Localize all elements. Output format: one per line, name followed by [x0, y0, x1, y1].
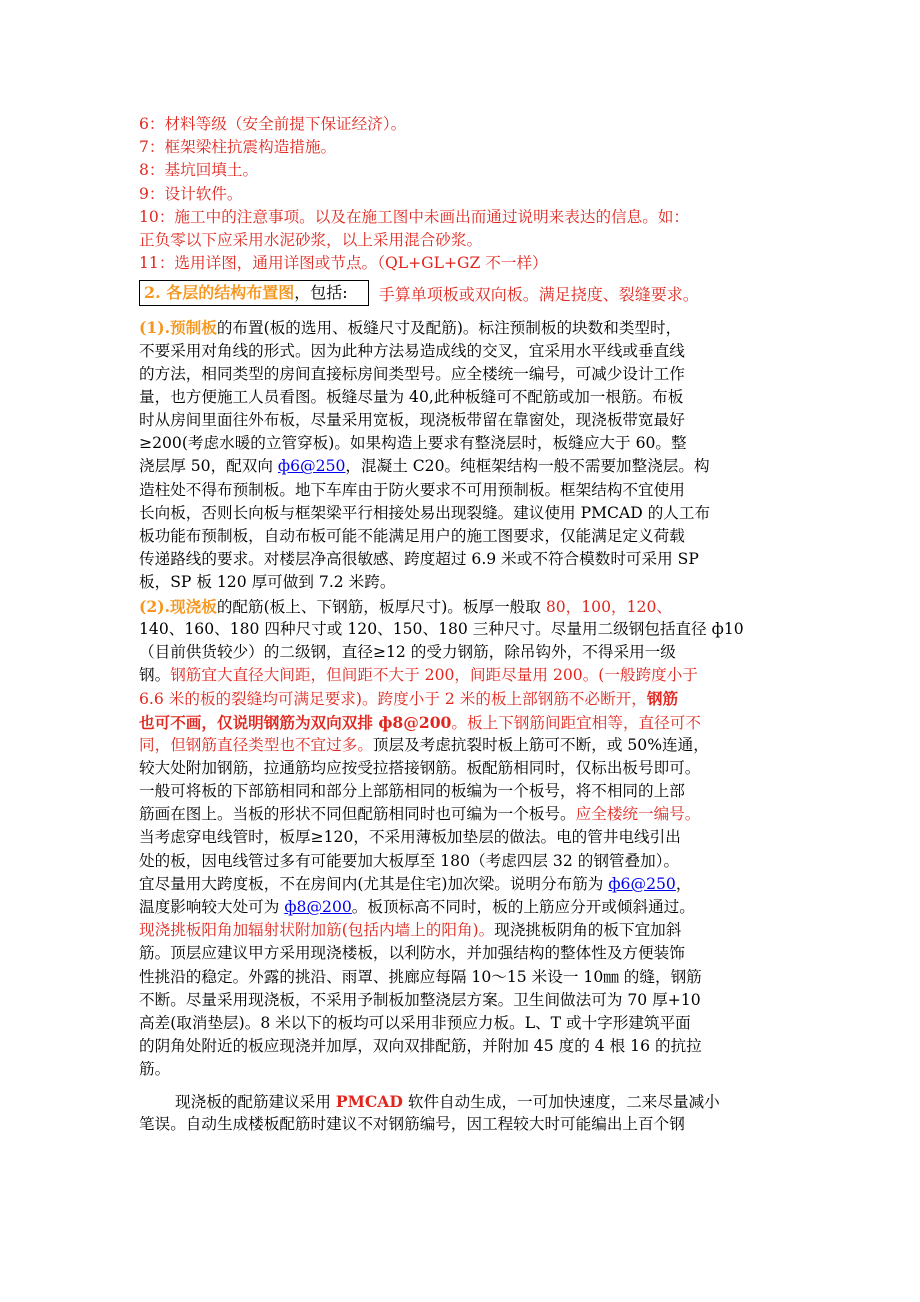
text-line: 现浇挑板阳角加辐射状附加筋(包括内墙上的阳角)。: [139, 921, 495, 940]
requirements-list: [139, 113, 784, 275]
text-line: 同，但钢筋直径类型也不宜过多。: [139, 735, 373, 754]
text-line: 宜尽量用大跨度板，不在房间内(尤其是住宅)加次梁。说明分布筋为: [139, 874, 609, 893]
text-line: 钢。: [139, 666, 171, 685]
text-line: 浇层厚 50，配双向: [139, 457, 278, 476]
list-item: 11：选用详图，通用详图或节点。（QL+GL+GZ 不一样）: [139, 254, 548, 273]
text-line: 不断。尽量采用现浇板，不采用予制板加整浇层方案。卫生间做法可为 70 厚+10: [139, 990, 701, 1009]
text-line: 的阴角处附近的板应现浇并加厚，双向双排配筋，并附加 45 度的 4 根 16 的抗拉: [139, 1037, 702, 1056]
text-line: 不要采用对角线的形式。因为此种方法易造成线的交叉，宜采用水平线或垂直线: [139, 341, 685, 360]
text-line: 较大处附加钢筋，拉通筋均应按受拉搭接钢筋。板配筋相同时，仅标出板号即可。: [139, 758, 701, 777]
text-line: PMCAD: [335, 1091, 403, 1111]
rebar-spec-link[interactable]: ф6@250: [277, 457, 346, 476]
text-line: ，混凝土 C20。纯框架结构一般不需要加整浇层。构: [345, 457, 710, 476]
text-line: （目前供货较少）的二级钢，直径≥12 的受力钢筋，除吊钩外，不得采用一级: [139, 642, 676, 661]
text-line: 温度影响较大处可为: [139, 898, 285, 916]
section-2-heading: 2. 各层的结构布置图: [144, 283, 295, 303]
text-line: 。板顶标高不同时，板的上筋应分开或倾斜通过。: [351, 898, 695, 916]
list-item: 6：材料等级（安全前提下保证经济）。: [139, 115, 407, 133]
text-line: 钢筋: [646, 689, 679, 709]
precast-slab-paragraph: [139, 316, 784, 594]
section-2-heading-box: [139, 280, 369, 306]
section-2-note: 手算单项板或双向板。满足挠度、裂缝要求。: [378, 284, 699, 304]
cast-in-place-slab-label: (2).现浇板: [139, 596, 217, 616]
precast-slab-label: (1).预制板: [139, 318, 217, 338]
text-line: 筋画在图上。当板的形状不同但配筋相同时也可编为一个板号。: [139, 805, 576, 824]
text-line: 应全楼统一编号。: [575, 805, 701, 824]
text-line: 长向板，否则长向板与框架梁平行相接处易出现裂缝。建议使用 PMCAD 的人工布: [139, 503, 711, 522]
text-line: 现浇板的配筋建议采用: [175, 1092, 336, 1111]
list-item: 10：施工中的注意事项。以及在施工图中未画出而通过说明来表达的信息。如：: [139, 207, 690, 226]
text-line: 当考虑穿电线管时，板厚≥120，不采用薄板加垫层的做法。电的管井电线引出: [139, 828, 681, 847]
text-line: 6.6 米的板的裂缝均可满足要求)。跨度小于 2 米的板上部钢筋不必断开，: [139, 690, 647, 709]
text-line: 造柱处不得布预制板。地下车库由于防火要求不可用预制板。框架结构不宜使用: [139, 480, 685, 499]
text-line: 。板上下钢筋间距宜相等，直径可不: [451, 713, 701, 732]
text-line: 处的板，因电线管过多有可能要加大板厚至 180（考虑四层 32 的钢管叠加）。: [139, 851, 680, 870]
text-line: 高差(取消垫层)。8 米以下的板均可以采用非预应力板。L、T 或十字形建筑平面: [139, 1013, 691, 1032]
text-line: 板功能布预制板，自动布板可能不能满足用户的施工图要求，仅能满足定义荷载: [139, 527, 685, 545]
rebar-spec-link[interactable]: ф8@200: [284, 898, 352, 916]
list-item: 正负零以下应采用水泥砂浆，以上采用混合砂浆。: [139, 230, 483, 249]
text-line: 也可不画，仅说明钢筋为双向双排 ф8@200: [139, 712, 452, 732]
rebar-spec-link[interactable]: ф6@250: [608, 874, 676, 893]
text-line: 顶层及考虑抗裂时板上筋可不断，或 50%连通，: [372, 735, 709, 754]
text-line: 笔误。自动生成楼板配筋时建议不对钢筋编号，因工程较大时可能编出上百个钢: [139, 1114, 685, 1133]
text-line: 量，也方便施工人员看图。板缝尽量为 40,此种板缝可不配筋或加一根筋。布板: [139, 387, 684, 406]
text-line: 性挑沿的稳定。外露的挑沿、雨罩、挑廊应每隔 10～15 米设一 10㎜ 的缝，钢筋: [139, 967, 702, 986]
text-line: 140、160、180 四种尺寸或 120、150、180 三种尺寸。尽量用二级钢包括直径 ф10: [139, 619, 744, 638]
document-page: [139, 113, 784, 1136]
list-item: 7：框架梁柱抗震构造措施。: [139, 138, 337, 157]
list-item: 9：设计软件。: [139, 184, 243, 203]
text-line: 钢筋宜大直径大间距，但间距不大于 200，间距尽量用 200。(一般跨度小于: [170, 666, 698, 685]
text-line: 的配筋(板上、下钢筋，板厚尺寸)。板厚一般取: [216, 597, 546, 616]
text-line: 筋。: [139, 1060, 171, 1079]
text-line: 筋。顶层应建议甲方采用现浇楼板，以利防水，并加强结构的整体性及方便装饰: [139, 944, 685, 963]
pmcad-paragraph: [139, 1090, 784, 1136]
text-line: ≥200(考虑水暖的立管穿板)。如果构造上要求有整浇层时，板缝应大于 60。整: [139, 434, 687, 453]
cast-in-place-slab-paragraph: [139, 595, 784, 1082]
section-2-heading-suffix: ，包括:: [294, 283, 348, 303]
list-item: 8：基坑回填土。: [139, 161, 259, 180]
section-2-heading-row: [139, 280, 784, 306]
text-line: 时从房间里面往外布板，尽量采用宽板，现浇板带留在靠窗处，现浇板带宽最好: [139, 411, 685, 430]
text-line: 现浇挑板阴角的板下宜加斜: [494, 921, 682, 940]
text-line: 板，SP 板 120 厚可做到 7.2 米跨。: [139, 573, 396, 592]
text-line: 的方法，相同类型的房间直接标房间类型号。应全楼统一编号，可减少设计工作: [139, 364, 685, 383]
text-line: 的布置(板的选用、板缝尺寸及配筋)。标注预制板的块数和类型时，: [216, 319, 682, 338]
text-line: ，: [675, 874, 692, 893]
text-line: 80，100，120、: [545, 597, 672, 616]
text-line: 软件自动生成，一可加快速度，二来尽量减小: [402, 1092, 720, 1111]
text-line: 传递路线的要求。对楼层净高很敏感、跨度超过 6.9 米或不符合模数时可采用 SP: [139, 550, 699, 569]
text-line: 一般可将板的下部筋相同和部分上部筋相同的板编为一个板号，将不相同的上部: [139, 782, 685, 801]
